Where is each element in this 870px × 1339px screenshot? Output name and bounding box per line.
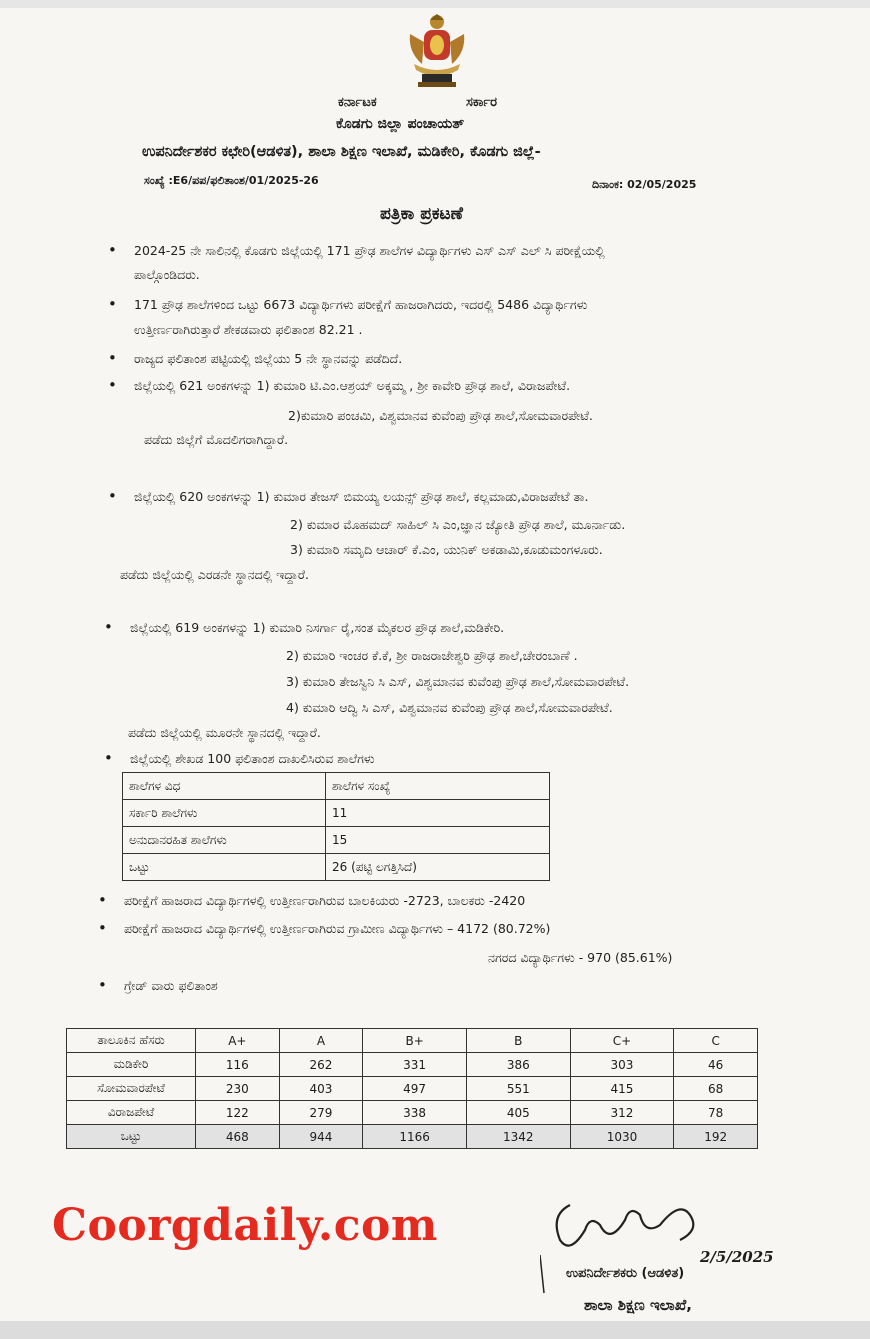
table-cell: ಅನುದಾನರಹಿತ ಶಾಲೆಗಳು <box>123 827 326 854</box>
letter-date: ದಿನಾಂಕ: 02/05/2025 <box>592 178 697 191</box>
grade-table <box>66 1028 758 1149</box>
table-cell: ಒಟ್ಟು <box>67 1125 196 1149</box>
header-line2: ಕೊಡಗು ಜಿಲ್ಲಾ ಪಂಚಾಯತ್ <box>336 116 465 132</box>
table-cell: ಸರ್ಕಾರಿ ಶಾಲೆಗಳು <box>123 800 326 827</box>
table-cell: 11 <box>326 800 550 827</box>
karnataka-emblem-icon <box>406 12 468 90</box>
table-cell: ಸೋಮವಾರಪೇಟೆ <box>67 1077 196 1101</box>
para-1a: 2024-25 ನೇ ಸಾಲಿನಲ್ಲಿ ಕೊಡಗು ಜಿಲ್ಲೆಯಲ್ಲಿ 171 ಪ್ರೌಢ ಶಾಲೆಗಳ ವಿದ್ಯಾರ್ಥಿಗಳು ಎಸ್ ಎಸ್ ಎಲ್ ಸಿ ಪರೀಕ್ಷೆಯಲ್ಲಿ <box>134 243 605 258</box>
para-4c: ಪಡೆದು ಜಿಲ್ಲೆಗೆ ಮೊದಲಿಗರಾಗಿದ್ದಾರೆ. <box>144 432 289 447</box>
para-6d: 4) ಕುಮಾರಿ ಆದ್ವಿ ಸಿ ಎಸ್, ವಿಶ್ವಮಾನವ ಕುವೆಂಪು ಪ್ರೌಢ ಶಾಲೆ,ಸೋಮವಾರಪೇಟೆ. <box>286 700 613 715</box>
table-cell: 1030 <box>570 1125 674 1149</box>
table-cell: ವಿರಾಜಪೇಟೆ <box>67 1101 196 1125</box>
table-cell: 403 <box>279 1077 363 1101</box>
table-header: ಶಾಲೆಗಳ ಸಂಖ್ಯೆ <box>326 773 550 800</box>
table-cell: 46 <box>674 1053 758 1077</box>
watermark-text: Coorgdaily.com <box>52 1200 438 1251</box>
table-cell: 192 <box>674 1125 758 1149</box>
table-header: ತಾಲೂಕಿನ ಹೆಸರು <box>67 1029 196 1053</box>
table-header: A+ <box>196 1029 280 1053</box>
table-header: ಶಾಲೆಗಳ ವಿಧ <box>123 773 326 800</box>
bullet: • <box>108 241 117 259</box>
para-1b: ಪಾಲ್ಗೊಂಡಿದರು. <box>134 267 200 282</box>
office-name: ಉಪನಿರ್ದೇಶಕರ ಕಛೇರಿ(ಆಡಳಿತ), ಶಾಲಾ ಶಿಕ್ಷಣ ಇಲಾಖೆ, ಮಡಿಕೇರಿ, ಕೊಡಗು ಜಿಲ್ಲೆ- <box>142 144 541 160</box>
para-2b: ಉತ್ತೀರ್ಣರಾಗಿರುತ್ತಾರೆ ಶೇಕಡವಾರು ಫಲಿತಾಂಶ 82.21 . <box>134 322 363 337</box>
para-6b: 2) ಕುಮಾರಿ ಇಂಚರ ಕೆ.ಕೆ, ಶ್ರೀ ರಾಜರಾಜೇಶ್ವರಿ ಪ್ರೌಢ ಶಾಲೆ,ಚೇರಂಬಾಣೆ . <box>286 648 578 663</box>
para-4b: 2)ಕುಮಾರಿ ಪಂಚಮಿ, ವಿಶ್ವಮಾನವ ಕುವೆಂಪು ಪ್ರೌಢ ಶಾಲೆ,ಸೋಮವಾರಪೇಟೆ. <box>288 408 593 423</box>
bullet: • <box>108 295 117 313</box>
table-cell: 497 <box>363 1077 467 1101</box>
table-cell: ಮಡಿಕೇರಿ <box>67 1053 196 1077</box>
para-9a: ಪರೀಕ್ಷೆಗೆ ಹಾಜರಾದ ವಿದ್ಯಾರ್ಥಿಗಳಲ್ಲಿ ಉತ್ತೀರ್ಣರಾಗಿರುವ ಗ್ರಾಮೀಣ ವಿದ್ಯಾರ್ಥಿಗಳು – 4172 (80.72%) <box>124 921 551 936</box>
table-cell: 26 (ಪಟ್ಟಿ ಲಗತ್ತಿಸಿದೆ) <box>326 854 550 881</box>
table-cell: 551 <box>466 1077 570 1101</box>
table-row <box>67 1053 758 1077</box>
table-cell: 303 <box>570 1053 674 1077</box>
table-row <box>67 1101 758 1125</box>
para-9b: ನಗರದ ವಿದ್ಯಾರ್ಥಿಗಳು - 970 (85.61%) <box>488 950 673 965</box>
table-cell: 68 <box>674 1077 758 1101</box>
bullet: • <box>108 349 117 367</box>
table-cell: 312 <box>570 1101 674 1125</box>
table-cell: 262 <box>279 1053 363 1077</box>
table-cell: 405 <box>466 1101 570 1125</box>
table-cell: 1342 <box>466 1125 570 1149</box>
table-row <box>67 1077 758 1101</box>
page-title: ಪತ್ರಿಕಾ ಪ್ರಕಟಣೆ <box>380 204 463 224</box>
para-4a: ಜಿಲ್ಲೆಯಲ್ಲಿ 621 ಅಂಕಗಳನ್ನು 1) ಕುಮಾರಿ ಟಿ.ಎಂ.ಆಶ್ರಯ್ ಅಕ್ಕಮ್ಮ , ಶ್ರೀ ಕಾವೇರಿ ಪ್ರೌಢ ಶಾಲೆ, ವಿರಾಜಪೇಟೆ. <box>134 378 571 393</box>
para-5c: 3) ಕುಮಾರಿ ಸಮೃದಿ ಆಚಾರ್ ಕೆ.ಎಂ, ಯುನಿಕ್ ಅಕಡಾಮಿ,ಕೂಡುಮಂಗಳೂರು. <box>290 542 603 557</box>
table-cell: 415 <box>570 1077 674 1101</box>
table-header: C <box>674 1029 758 1053</box>
para-5a: ಜಿಲ್ಲೆಯಲ್ಲಿ 620 ಅಂಕಗಳನ್ನು 1) ಕುಮಾರ ತೇಜಸ್ ಬಿಮಯ್ಯ ಲಯನ್ಸ್ ಪ್ರೌಢ ಶಾಲೆ, ಕಲ್ಲಮಾಡು,ವಿರಾಜಪೇಟೆ ತಾ. <box>134 489 589 504</box>
para-8: ಪರೀಕ್ಷೆಗೆ ಹಾಜರಾದ ವಿದ್ಯಾರ್ಥಿಗಳಲ್ಲಿ ಉತ್ತೀರ್ಣರಾಗಿರುವ ಬಾಲಕಿಯರು -2723, ಬಾಲಕರು -2420 <box>124 893 526 908</box>
para-6e: ಪಡೆದು ಜಿಲ್ಲೆಯಲ್ಲಿ ಮೂರನೇ ಸ್ಥಾನದಲ್ಲಿ ಇದ್ದಾರೆ. <box>128 725 321 740</box>
table-cell: 279 <box>279 1101 363 1125</box>
para-10: ಗ್ರೇಡ್ ವಾರು ಫಲಿತಾಂಶ <box>124 978 218 993</box>
table-header: B <box>466 1029 570 1053</box>
table-cell: 386 <box>466 1053 570 1077</box>
table-cell: 338 <box>363 1101 467 1125</box>
signature-date: 2/5/2025 <box>700 1248 774 1266</box>
bullet: • <box>108 487 117 505</box>
bullet: • <box>104 618 113 636</box>
table-cell: 468 <box>196 1125 280 1149</box>
table-cell: ಒಟ್ಟು <box>123 854 326 881</box>
table-header: C+ <box>570 1029 674 1053</box>
bullet: • <box>98 919 107 937</box>
schools-table <box>122 772 550 881</box>
table-cell: 15 <box>326 827 550 854</box>
reference-number: ಸಂಖ್ಯೆ :E6/ಪಪ/ಫಲಿತಾಂಶ/01/2025-26 <box>144 174 319 187</box>
table-cell: 944 <box>279 1125 363 1149</box>
bullet: • <box>104 749 113 767</box>
scan-edge-top <box>0 0 870 8</box>
table-header: B+ <box>363 1029 467 1053</box>
signatory-department: ಶಾಲಾ ಶಿಕ್ಷಣ ಇಲಾಖೆ, <box>584 1296 692 1314</box>
bullet: • <box>108 376 117 394</box>
para-6a: ಜಿಲ್ಲೆಯಲ್ಲಿ 619 ಅಂಕಗಳನ್ನು 1) ಕುಮಾರಿ ನಿಸರ್ಗಾ ರೈ,ಸಂತ ಮೈಕಲರ ಪ್ರೌಢ ಶಾಲೆ,ಮಡಿಕೇರಿ. <box>130 620 505 635</box>
para-3: ರಾಜ್ಯದ ಫಲಿತಾಂಶ ಪಟ್ಟಿಯಲ್ಲಿ ಜಿಲ್ಲೆಯು 5 ನೇ ಸ್ಥಾನವನ್ನು ಪಡೆದಿದೆ. <box>134 351 403 366</box>
bullet: • <box>98 891 107 909</box>
header-line1-left: ಕರ್ನಾಟಕ <box>338 95 377 110</box>
signatory-designation: ಉಪನಿರ್ದೇಶಕರು (ಆಡಳಿತ) <box>566 1266 685 1281</box>
table-cell: 116 <box>196 1053 280 1077</box>
para-2a: 171 ಪ್ರೌಢ ಶಾಲೆಗಳಿಂದ ಒಟ್ಟು 6673 ವಿದ್ಯಾರ್ಥಿಗಳು ಪರೀಕ್ಷೆಗೆ ಹಾಜರಾಗಿದರು, ಇದರಲ್ಲಿ 5486 ವಿದ್ಯಾರ್ಥಿಗಳು <box>134 297 588 312</box>
table-total-row <box>67 1125 758 1149</box>
table-cell: 331 <box>363 1053 467 1077</box>
header-line1-right: ಸರ್ಕಾರ <box>466 95 497 110</box>
table-cell: 122 <box>196 1101 280 1125</box>
bullet: • <box>98 976 107 994</box>
table-cell: 1166 <box>363 1125 467 1149</box>
para-5b: 2) ಕುಮಾರ ಮೊಹಮದ್ ಸಾಹಿಲ್ ಸಿ ಎಂ,ಜ್ಞಾನ ಜ್ಯೋತಿ ಪ್ರೌಢ ಶಾಲೆ, ಮೂರ್ನಾಡು. <box>290 517 626 532</box>
table-header: A <box>279 1029 363 1053</box>
para-5d: ಪಡೆದು ಜಿಲ್ಲೆಯಲ್ಲಿ ಎರಡನೇ ಸ್ಥಾನದಲ್ಲಿ ಇದ್ದಾರೆ. <box>120 567 310 582</box>
table-cell: 230 <box>196 1077 280 1101</box>
table-cell: 78 <box>674 1101 758 1125</box>
para-7: ಜಿಲ್ಲೆಯಲ್ಲಿ ಶೇಖಡ 100 ಫಲಿತಾಂಶ ದಾಖಲಿಸಿರುವ ಶಾಲೆಗಳು <box>130 751 375 766</box>
para-6c: 3) ಕುಮಾರಿ ತೇಜಸ್ವಿನಿ ಸಿ ಎಸ್, ವಿಶ್ವಮಾನವ ಕುವೆಂಪು ಪ್ರೌಢ ಶಾಲೆ,ಸೋಮವಾರಪೇಟೆ. <box>286 674 630 689</box>
scan-edge-bottom <box>0 1321 870 1339</box>
